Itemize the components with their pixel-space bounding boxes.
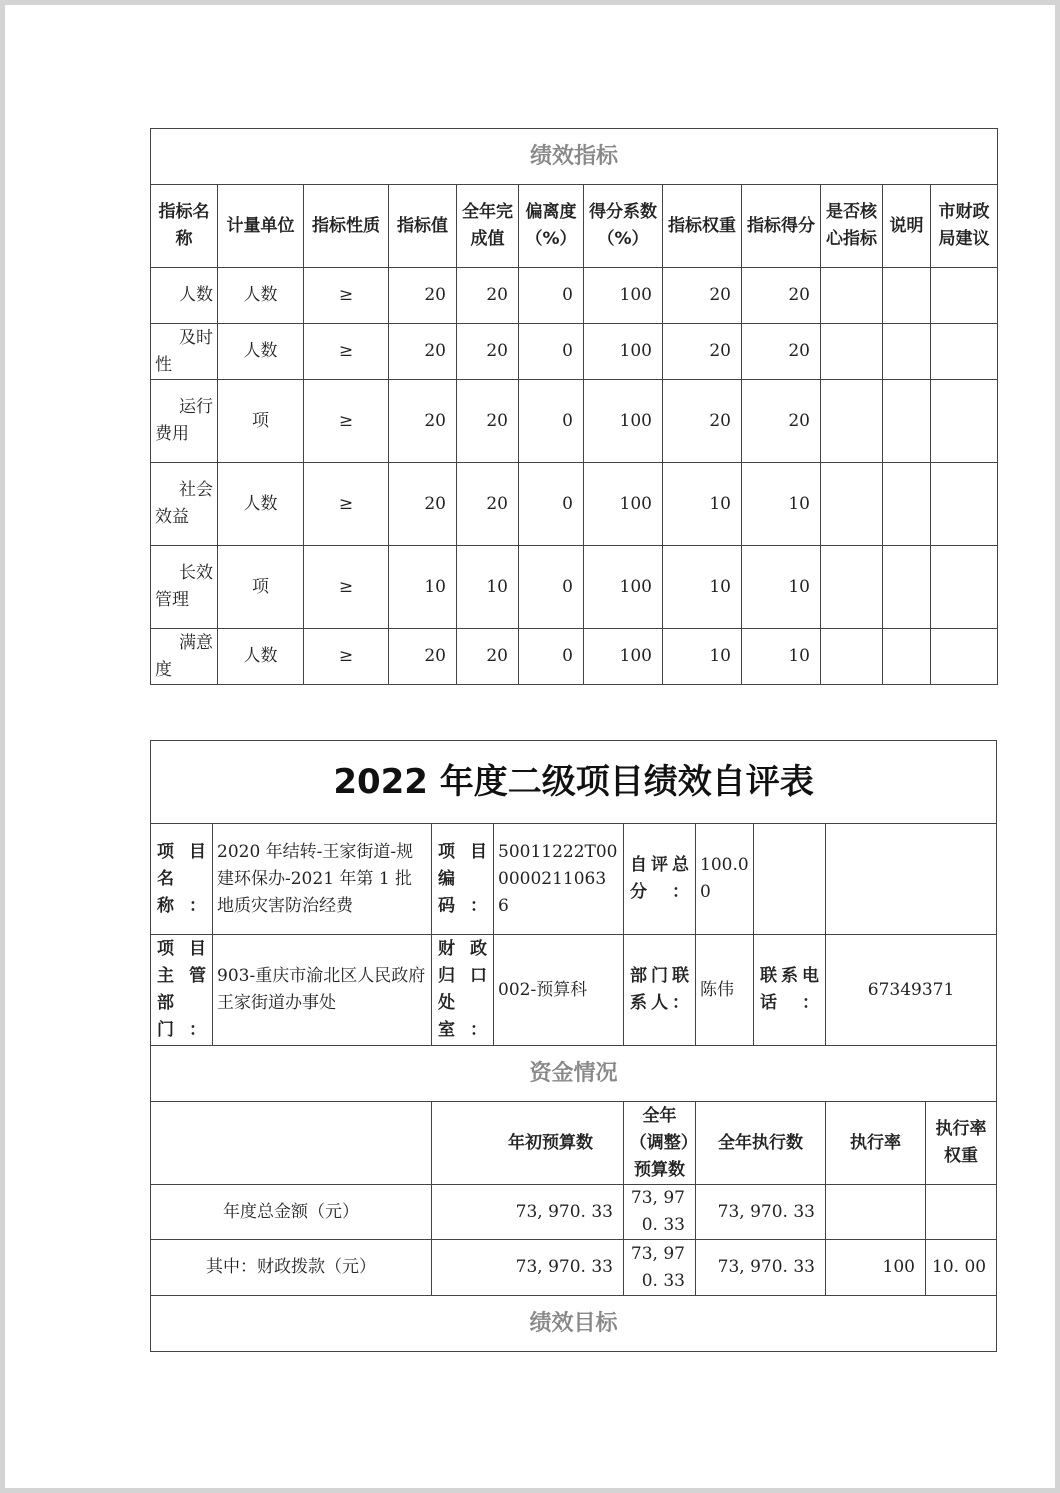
self-score-label: 自评总分：: [624, 824, 696, 935]
core-cell: [821, 463, 883, 546]
actual-cell: 20: [457, 629, 519, 685]
header-cell: 指标值: [389, 185, 457, 268]
weight-cell: 10: [663, 463, 742, 546]
dept: 903-重庆市渝北区人民政府王家街道办事处: [213, 935, 432, 1046]
indicator-header-row: [151, 185, 998, 268]
project-info-row: [151, 824, 997, 935]
header-cell: 全年执行数: [696, 1102, 826, 1185]
finance-office: 002-预算科: [494, 935, 624, 1046]
coef-cell: 100: [584, 380, 663, 463]
note-cell: [883, 268, 931, 324]
section-title-goals: 绩效目标: [151, 1296, 997, 1352]
section-title-indicators: 绩效指标: [151, 129, 998, 185]
header-cell: [151, 1102, 432, 1185]
score-cell: 20: [742, 324, 821, 380]
empty-cell: [754, 824, 826, 935]
project-name: 2020 年结转-王家街道-规建环保办-2021 年第 1 批地质灾害防治经费: [213, 824, 432, 935]
deviation-cell: 0: [519, 380, 584, 463]
value-cell: 20: [389, 629, 457, 685]
executed-amount: 73, 970. 33: [696, 1185, 826, 1240]
actual-cell: 10: [457, 546, 519, 629]
indicator-name: 长效管理: [151, 546, 218, 629]
score-cell: 20: [742, 380, 821, 463]
contact-label: 部门联系人：: [624, 935, 696, 1046]
header-cell: 年初预算数: [432, 1102, 624, 1185]
advice-cell: [931, 463, 998, 546]
project-code: 50011222T000000211063 6: [494, 824, 624, 935]
coef-cell: 100: [584, 546, 663, 629]
header-cell: 执行率: [826, 1102, 926, 1185]
deviation-cell: 0: [519, 629, 584, 685]
nature-cell: ≥: [304, 629, 389, 685]
execution-rate: 100: [826, 1240, 926, 1296]
project-name-label: 项目名称：: [151, 824, 213, 935]
actual-cell: 20: [457, 268, 519, 324]
value-cell: 20: [389, 463, 457, 546]
table-row: [151, 1185, 997, 1240]
rate-weight: 10. 00: [926, 1240, 997, 1296]
note-cell: [883, 380, 931, 463]
value-cell: 20: [389, 268, 457, 324]
table-row: [151, 546, 998, 629]
section-title-funds: 资金情况: [151, 1046, 997, 1102]
weight-cell: 10: [663, 546, 742, 629]
nature-cell: ≥: [304, 380, 389, 463]
coef-cell: 100: [584, 268, 663, 324]
note-cell: [883, 463, 931, 546]
coef-cell: 100: [584, 629, 663, 685]
unit-cell: 人数: [218, 268, 304, 324]
table-row: [151, 1240, 997, 1296]
deviation-cell: 0: [519, 546, 584, 629]
unit-cell: 人数: [218, 629, 304, 685]
table-row: [151, 324, 998, 380]
funds-header-row: [151, 1102, 997, 1185]
table-row: [151, 629, 998, 685]
header-cell: 指标得分: [742, 185, 821, 268]
empty-cell: [826, 824, 997, 935]
note-cell: [883, 546, 931, 629]
note-cell: [883, 629, 931, 685]
header-cell: 指标权重: [663, 185, 742, 268]
nature-cell: ≥: [304, 546, 389, 629]
header-cell: 指标性质: [304, 185, 389, 268]
adjusted-budget: 73, 970. 33: [624, 1240, 696, 1296]
header-cell: 计量单位: [218, 185, 304, 268]
department-info-row: [151, 935, 997, 1046]
phone: 67349371: [826, 935, 997, 1046]
core-cell: [821, 380, 883, 463]
adjusted-budget: 73, 970. 33: [624, 1185, 696, 1240]
core-cell: [821, 268, 883, 324]
coef-cell: 100: [584, 463, 663, 546]
header-cell: 指标名称: [151, 185, 218, 268]
score-cell: 10: [742, 629, 821, 685]
core-cell: [821, 546, 883, 629]
nature-cell: ≥: [304, 268, 389, 324]
executed-amount: 73, 970. 33: [696, 1240, 826, 1296]
table-row: [151, 463, 998, 546]
weight-cell: 20: [663, 380, 742, 463]
initial-budget: 73, 970. 33: [432, 1185, 624, 1240]
unit-cell: 人数: [218, 463, 304, 546]
phone-label: 联系电话：: [754, 935, 826, 1046]
header-cell: 全年（调整）预算数: [624, 1102, 696, 1185]
indicator-name: 运行费用: [151, 380, 218, 463]
advice-cell: [931, 380, 998, 463]
advice-cell: [931, 268, 998, 324]
weight-cell: 10: [663, 629, 742, 685]
header-cell: 市财政局建议: [931, 185, 998, 268]
score-cell: 20: [742, 268, 821, 324]
actual-cell: 20: [457, 324, 519, 380]
performance-indicator-table: [150, 128, 998, 685]
dept-label: 项目主管部门：: [151, 935, 213, 1046]
value-cell: 20: [389, 380, 457, 463]
table-row: [151, 380, 998, 463]
actual-cell: 20: [457, 463, 519, 546]
self-score: 100.00: [696, 824, 754, 935]
unit-cell: 人数: [218, 324, 304, 380]
indicator-name: 满意度: [151, 629, 218, 685]
nature-cell: ≥: [304, 324, 389, 380]
core-cell: [821, 629, 883, 685]
contact: 陈伟: [696, 935, 754, 1046]
deviation-cell: 0: [519, 463, 584, 546]
indicator-name: 及时性: [151, 324, 218, 380]
weight-cell: 20: [663, 324, 742, 380]
header-cell: 偏离度（%）: [519, 185, 584, 268]
rate-weight: [926, 1185, 997, 1240]
note-cell: [883, 324, 931, 380]
weight-cell: 20: [663, 268, 742, 324]
funds-row-label: 年度总金额（元）: [151, 1185, 432, 1240]
indicator-name: 人数: [151, 268, 218, 324]
actual-cell: 20: [457, 380, 519, 463]
value-cell: 10: [389, 546, 457, 629]
self-evaluation-table: [150, 740, 997, 1352]
funds-row-label: 其中：财政拨款（元）: [151, 1240, 432, 1296]
advice-cell: [931, 629, 998, 685]
page-title: 2022 年度二级项目绩效自评表: [151, 741, 997, 824]
indicator-name: 社会效益: [151, 463, 218, 546]
finance-office-label: 财政归口处室：: [432, 935, 494, 1046]
table-row: [151, 268, 998, 324]
header-cell: 得分系数（%）: [584, 185, 663, 268]
coef-cell: 100: [584, 324, 663, 380]
initial-budget: 73, 970. 33: [432, 1240, 624, 1296]
unit-cell: 项: [218, 380, 304, 463]
nature-cell: ≥: [304, 463, 389, 546]
advice-cell: [931, 324, 998, 380]
execution-rate: [826, 1185, 926, 1240]
header-cell: 说明: [883, 185, 931, 268]
advice-cell: [931, 546, 998, 629]
header-cell: 全年完成值: [457, 185, 519, 268]
deviation-cell: 0: [519, 268, 584, 324]
score-cell: 10: [742, 546, 821, 629]
score-cell: 10: [742, 463, 821, 546]
value-cell: 20: [389, 324, 457, 380]
header-cell: 执行率权重: [926, 1102, 997, 1185]
deviation-cell: 0: [519, 324, 584, 380]
project-code-label: 项目编码：: [432, 824, 494, 935]
core-cell: [821, 324, 883, 380]
header-cell: 是否核心指标: [821, 185, 883, 268]
unit-cell: 项: [218, 546, 304, 629]
